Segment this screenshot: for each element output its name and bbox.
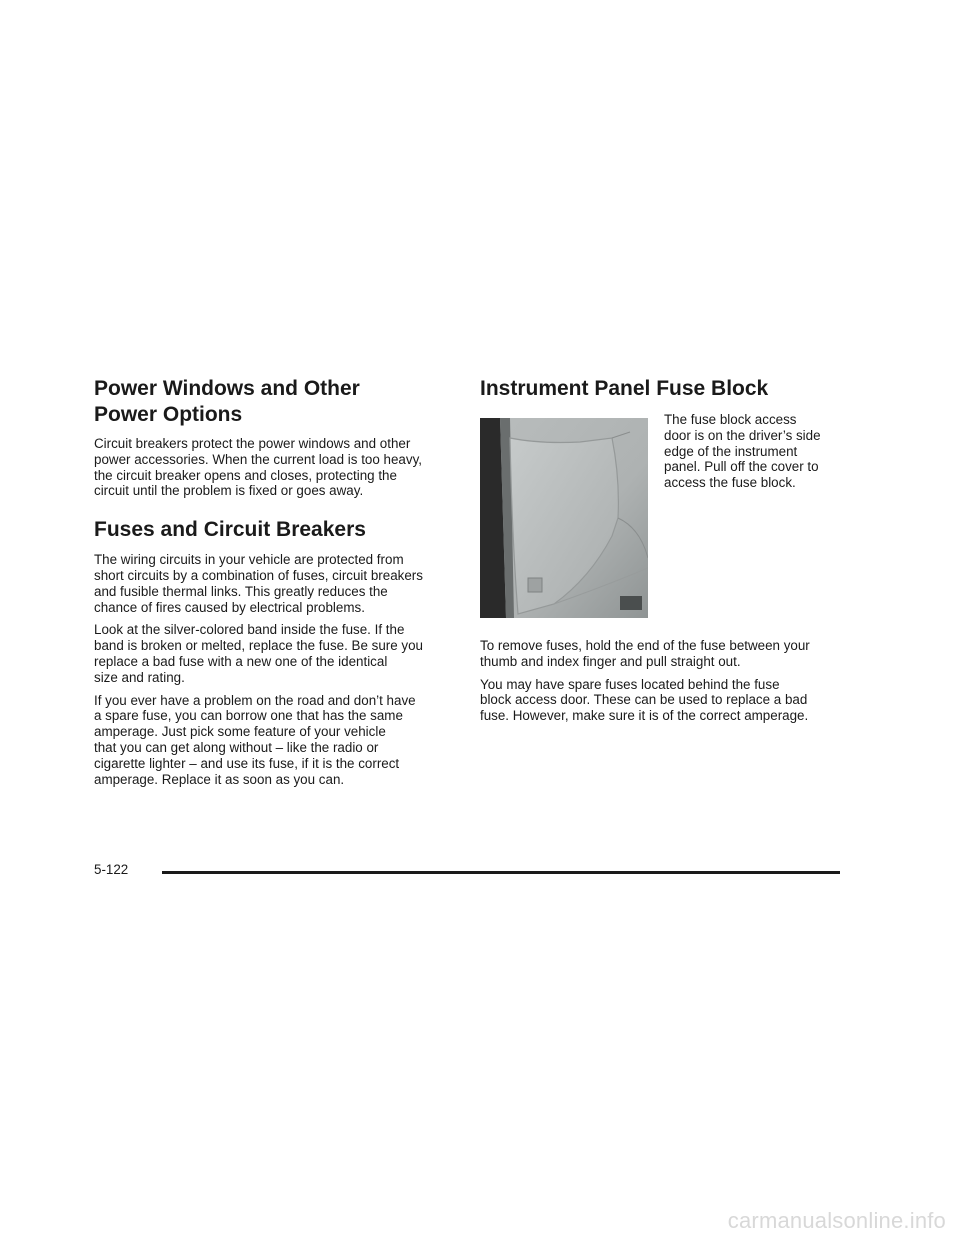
paragraph-spare-fuses-location: You may have spare fuses located behind the fuse block access door. These can be used to replace a bad fuse. However, make sure it is of the correct amperage. (480, 676, 809, 724)
footer-rule (162, 871, 840, 874)
page-footer (94, 862, 840, 886)
paragraph-wiring-circuits: The wiring circuits in your vehicle are protected from short circuits by a combination of fuses, circuit breakers and fusible thermal links. This greatly reduces the chance of fires caused by electrical problems. (94, 552, 423, 615)
right-column (480, 376, 840, 731)
heading-instrument-panel-fuse-block: Instrument Panel Fuse Block (480, 377, 769, 400)
left-column (94, 376, 452, 794)
figure-row (480, 412, 840, 618)
paragraph-power-windows: Circuit breakers protect the power windows and other power accessories. When the current load is too heavy, the circuit breaker opens and closes, protecting the circuit until the problem is fixed or goes away. (94, 436, 422, 499)
watermark: carmanualsonline.info (727, 1208, 946, 1233)
paragraph-silver-band: Look at the silver-colored band inside the fuse. If the band is broken or melted, replace the fuse. Be sure you replace a bad fuse with a new one of the identical size and rating. (94, 622, 424, 685)
fuse-block-door-image (480, 418, 648, 618)
paragraph-spare-fuse: If you ever have a problem on the road and don’t have a spare fuse, you can borrow one that has the same amperage. Just pick some feature of your vehicle that you can get along without – like the radio or cigarette lighter – and use its fuse, if it is the correct amperage. Replace it as soon as you can. (94, 692, 416, 787)
heading-fuses-circuit-breakers: Fuses and Circuit Breakers (94, 518, 366, 542)
fuse-block-photo (480, 418, 648, 618)
page-number: 5-122 (94, 862, 129, 877)
paragraph-remove-fuses: To remove fuses, hold the end of the fuse between your thumb and index finger and pull straight out. (480, 638, 810, 669)
fuse-block-caption: The fuse block access door is on the driver’s side edge of the instrument panel. Pull off the cover to access the fuse block. (664, 412, 821, 491)
heading-power-windows: Power Windows and Other Power Options (94, 377, 360, 426)
